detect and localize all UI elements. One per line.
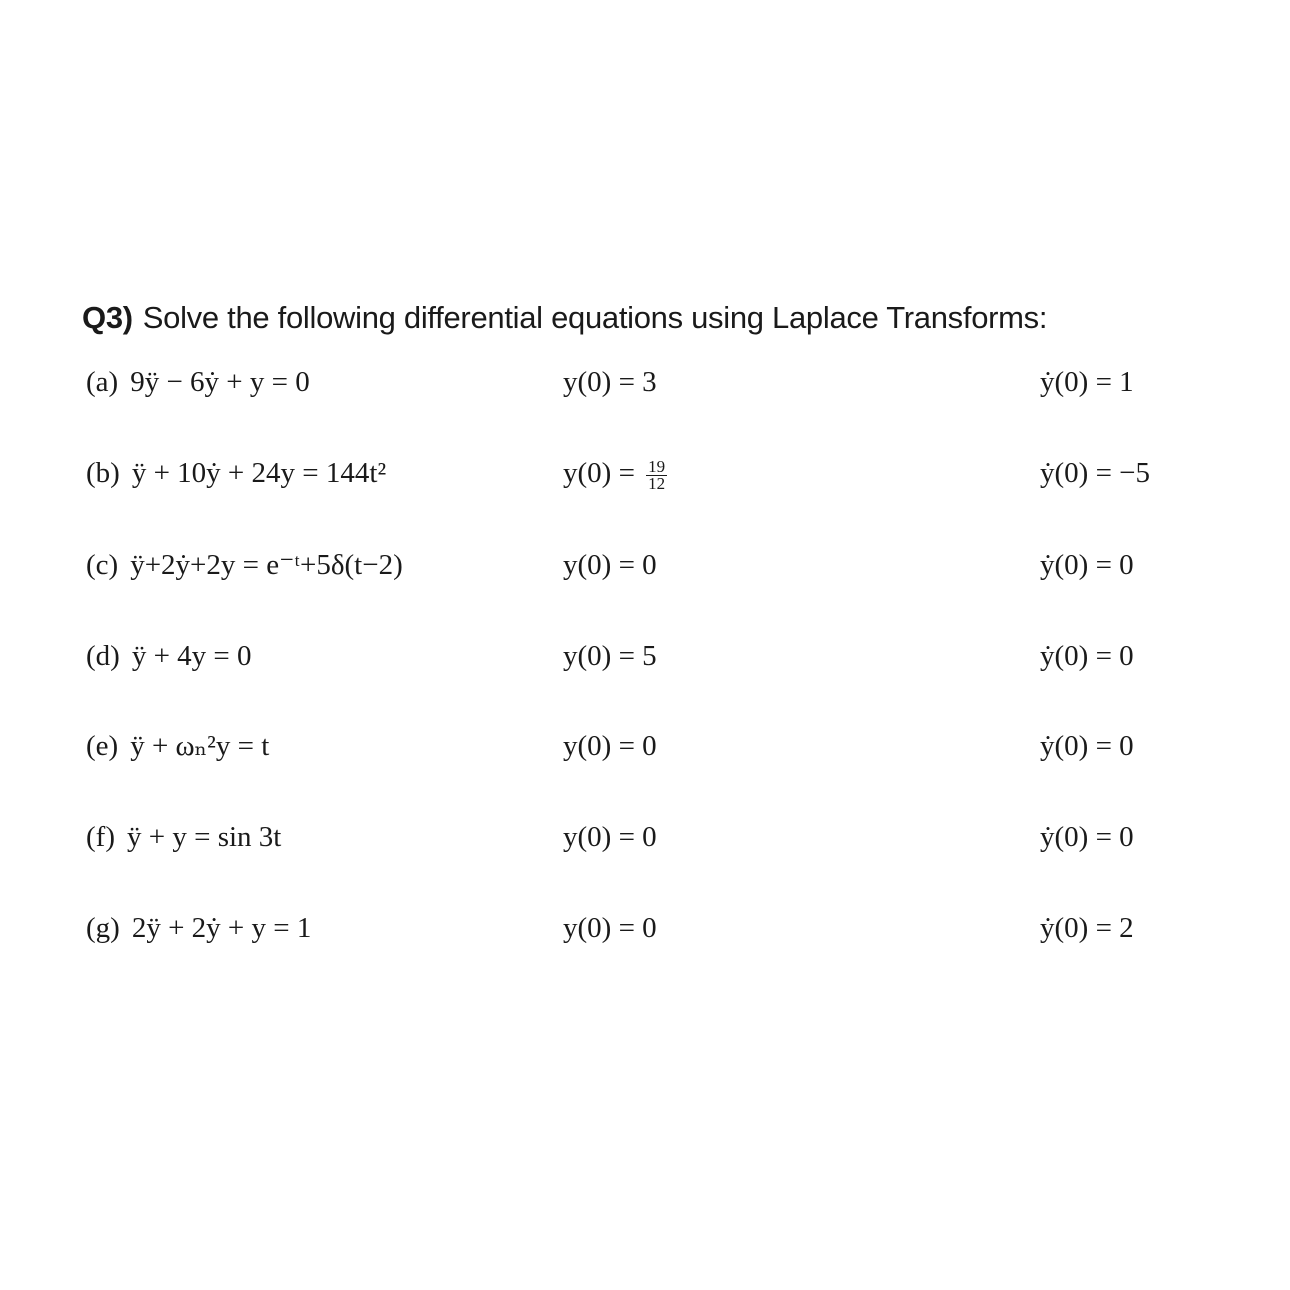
initial-condition-y: y(0) = 0 <box>563 821 657 853</box>
problem-row-a <box>0 357 1290 407</box>
initial-condition-y-lhs: y(0) = <box>563 457 635 489</box>
initial-condition-dy: ẏ(0) = 0 <box>1040 821 1134 853</box>
initial-condition-y: y(0) = 0 <box>563 730 657 762</box>
fraction-denominator: 12 <box>648 473 666 493</box>
problem-row-c <box>0 540 1290 590</box>
problem-label: (d) <box>86 640 120 672</box>
initial-condition-y: y(0) = 0 <box>563 912 657 944</box>
problem-label: (e) <box>86 730 119 762</box>
initial-condition-dy: ẏ(0) = 0 <box>1040 549 1134 581</box>
problem-row-d <box>0 631 1290 681</box>
problem-equation <box>86 448 386 498</box>
problem-label: (c) <box>86 549 119 581</box>
problem-equation <box>86 357 310 407</box>
question-heading <box>82 300 1047 336</box>
initial-condition-dy: ẏ(0) = 2 <box>1040 912 1134 944</box>
initial-condition-y: y(0) = 3 <box>563 366 657 398</box>
question-number: Q3) <box>82 300 133 335</box>
problem-label: (f) <box>86 821 115 853</box>
problem-row-b <box>0 448 1290 498</box>
equation-text: 9ÿ − 6ẏ + y = 0 <box>130 366 310 398</box>
problem-equation <box>86 631 252 681</box>
problem-equation <box>86 721 269 771</box>
initial-condition-dy: ẏ(0) = 1 <box>1040 366 1134 398</box>
fraction-numerator: 19 <box>648 456 666 476</box>
problem-equation <box>86 903 311 953</box>
equation-text: ÿ + 4y = 0 <box>131 640 252 672</box>
initial-condition-y: y(0) = 5 <box>563 640 657 672</box>
initial-condition-dy: ẏ(0) = 0 <box>1040 640 1134 672</box>
initial-condition-dy: ẏ(0) = −5 <box>1040 457 1151 489</box>
initial-condition-dy: ẏ(0) = 0 <box>1040 730 1134 762</box>
equation-text: ÿ + ωₙ²y = t <box>130 730 270 762</box>
equation-text: ÿ + y = sin 3t <box>126 821 282 853</box>
problem-equation <box>86 812 281 862</box>
fraction <box>646 456 667 493</box>
initial-condition-y: y(0) = 0 <box>563 549 657 581</box>
equation-text: ÿ+2ẏ+2y = e⁻ᵗ+5δ(t−2) <box>130 549 403 581</box>
initial-condition-y <box>563 448 667 498</box>
problem-equation <box>86 540 403 590</box>
problem-row-e <box>0 721 1290 771</box>
question-text: Solve the following differential equations using Laplace Transforms: <box>142 300 1048 335</box>
problem-label: (a) <box>86 366 119 398</box>
problem-label: (b) <box>86 457 120 489</box>
equation-text: ÿ + 10ẏ + 24y = 144t² <box>131 457 387 489</box>
problem-label: (g) <box>86 912 120 944</box>
problem-row-f <box>0 812 1290 862</box>
problem-row-g <box>0 903 1290 953</box>
equation-text: 2ÿ + 2ẏ + y = 1 <box>131 912 312 944</box>
